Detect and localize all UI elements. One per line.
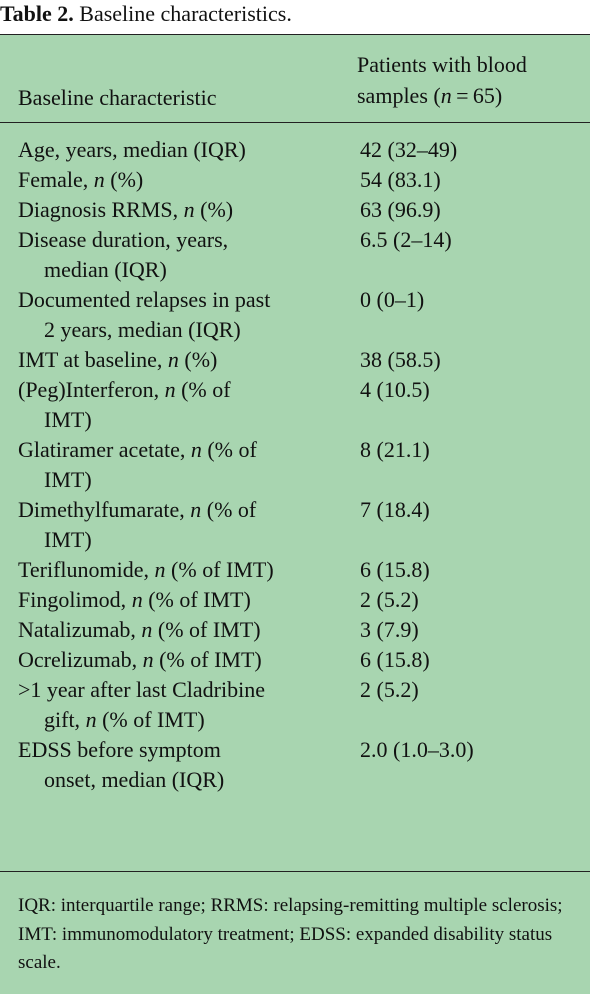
row-value: 6 (15.8): [360, 647, 430, 672]
row-label: [0, 615, 340, 645]
row-label: [0, 135, 340, 165]
table-row: [0, 735, 590, 795]
row-value: 0 (0–1): [360, 287, 425, 312]
row-value: 2.0 (1.0–3.0): [360, 737, 474, 762]
row-value: 2 (5.2): [360, 587, 419, 612]
row-label-line2: median (IQR): [44, 257, 167, 282]
table-row: [0, 675, 590, 735]
row-label-line1: (Peg)Interferon, n (% of: [18, 377, 231, 402]
row-label: [0, 345, 340, 375]
table-row: [0, 615, 590, 645]
row-label-line1: Teriflunomide, n (% of IMT): [18, 557, 274, 582]
row-label-line1: IMT at baseline, n (%): [18, 347, 218, 372]
table-row: [0, 135, 590, 165]
row-label-line2: IMT): [44, 467, 92, 492]
header-col2-line2: samples (n = 65): [357, 83, 503, 108]
row-value: 6.5 (2–14): [360, 227, 452, 252]
row-label-line1: Glatiramer acetate, n (% of: [18, 437, 257, 462]
table-body: [0, 135, 590, 795]
row-label: [0, 375, 340, 435]
table-title: Baseline characteristics.: [79, 1, 292, 26]
row-label: [0, 165, 340, 195]
row-label: [0, 225, 340, 285]
header-baseline-characteristic: Baseline characteristic: [18, 85, 217, 110]
row-label-line1: Female, n (%): [18, 167, 144, 192]
table-number: Table 2.: [0, 1, 74, 26]
row-label: [0, 735, 340, 795]
row-label-line2: IMT): [44, 527, 92, 552]
row-label-line1: Natalizumab, n (% of IMT): [18, 617, 261, 642]
table-row: [0, 225, 590, 285]
table-row: [0, 645, 590, 675]
row-value: 54 (83.1): [360, 167, 441, 192]
table-row: [0, 345, 590, 375]
row-label: [0, 645, 340, 675]
table-row: [0, 165, 590, 195]
header-col2-line1: Patients with blood: [357, 52, 527, 77]
row-value: 63 (96.9): [360, 197, 441, 222]
row-label: [0, 555, 340, 585]
row-label: [0, 585, 340, 615]
row-label-line1: EDSS before symptom: [18, 737, 221, 762]
table-panel: [0, 34, 590, 994]
row-label-line2: gift, n (% of IMT): [44, 707, 205, 732]
row-value: 2 (5.2): [360, 677, 419, 702]
row-label-line2: onset, median (IQR): [44, 767, 225, 792]
row-label-line1: >1 year after last Cladribine: [18, 677, 265, 702]
row-label-line1: Dimethylfumarate, n (% of: [18, 497, 257, 522]
table-footnote: IQR: interquartile range; RRMS: relapsing-remitting multiple sclerosis; IMT: immunomodulatory treatment; EDSS: expanded disability status scale.: [0, 871, 590, 978]
table-row: [0, 435, 590, 495]
row-value: 7 (18.4): [360, 497, 430, 522]
row-label: [0, 195, 340, 225]
row-label-line1: Fingolimod, n (% of IMT): [18, 587, 251, 612]
row-label: [0, 285, 340, 345]
row-value: 38 (58.5): [360, 347, 441, 372]
table-row: [0, 495, 590, 555]
table-header: [0, 35, 590, 123]
table-row: [0, 585, 590, 615]
row-label-line1: Disease duration, years,: [18, 227, 229, 252]
row-label-line1: Age, years, median (IQR): [18, 137, 246, 162]
row-label-line2: 2 years, median (IQR): [44, 317, 241, 342]
table-caption: [0, 0, 590, 34]
row-value: 42 (32–49): [360, 137, 458, 162]
table-row: [0, 195, 590, 225]
row-label-line1: Ocrelizumab, n (% of IMT): [18, 647, 262, 672]
row-value: 8 (21.1): [360, 437, 430, 462]
table-row: [0, 555, 590, 585]
row-label-line1: Diagnosis RRMS, n (%): [18, 197, 234, 222]
row-value: 4 (10.5): [360, 377, 430, 402]
row-label-line1: Documented relapses in past: [18, 287, 271, 312]
row-value: 3 (7.9): [360, 617, 419, 642]
row-label-line2: IMT): [44, 407, 92, 432]
row-label: [0, 435, 340, 495]
header-patients-with-blood-samples: [357, 49, 587, 111]
table-row: [0, 375, 590, 435]
table-row: [0, 285, 590, 345]
row-value: 6 (15.8): [360, 557, 430, 582]
row-label: [0, 675, 340, 735]
row-label: [0, 495, 340, 555]
